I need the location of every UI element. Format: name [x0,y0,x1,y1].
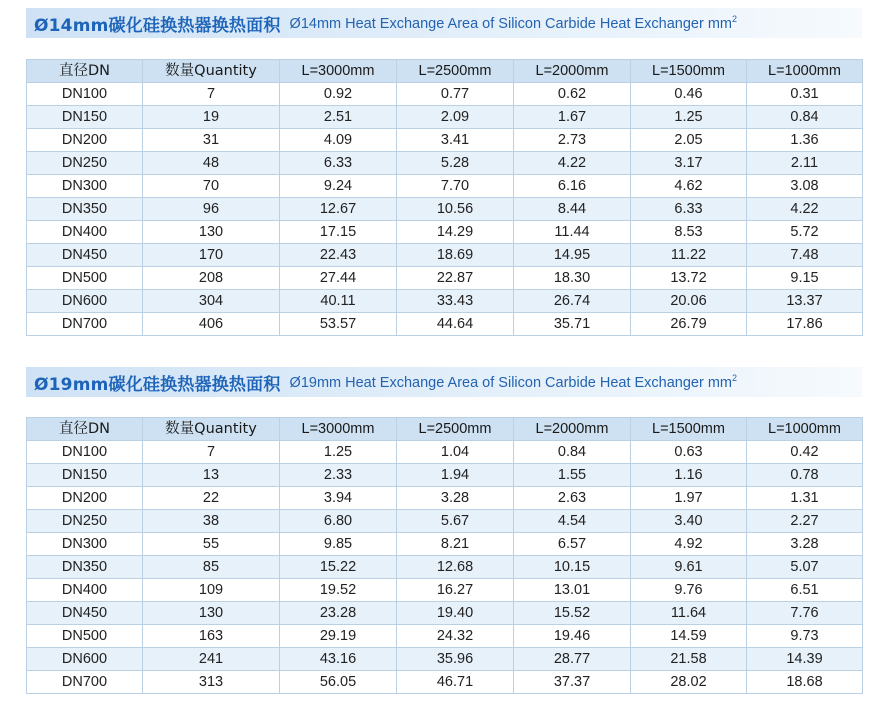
table-cell: 1.16 [631,464,747,487]
table-cell: 1.31 [747,487,863,510]
column-header: 直径DN [27,60,143,83]
table-cell: 7 [143,441,280,464]
table-row [27,671,863,694]
table-header-row [27,60,863,83]
table-cell: DN200 [27,487,143,510]
table-row [27,267,863,290]
title-sup: 2 [732,14,738,24]
table-cell: 70 [143,175,280,198]
table-cell: 2.51 [280,106,397,129]
table-cell: 6.80 [280,510,397,533]
table-cell: 5.07 [747,556,863,579]
table-cell: 28.02 [631,671,747,694]
table-row [27,487,863,510]
table-cell: 13 [143,464,280,487]
column-header: 数量Quantity [143,418,280,441]
table-row [27,83,863,106]
table-body [27,441,863,694]
table-cell: 0.78 [747,464,863,487]
table-cell: DN150 [27,106,143,129]
table-cell: 5.67 [397,510,514,533]
table-row [27,129,863,152]
table-cell: 5.28 [397,152,514,175]
table-cell: 26.74 [514,290,631,313]
column-header: L=1000mm [747,418,863,441]
table-cell: DN150 [27,464,143,487]
title-cn: Ø14mm碳化硅换热器换热面积 [34,15,281,36]
table-cell: 13.37 [747,290,863,313]
table-cell: DN600 [27,290,143,313]
table-cell: 7.70 [397,175,514,198]
table-cell: 208 [143,267,280,290]
table-cell: DN450 [27,244,143,267]
title-en-text: Ø14mm Heat Exchange Area of Silicon Carbide Heat Exchanger mm [289,16,733,32]
title-cn: Ø19mm碳化硅换热器换热面积 [34,374,281,395]
table-cell: 1.25 [280,441,397,464]
table-cell: 43.16 [280,648,397,671]
table-cell: 130 [143,602,280,625]
table-row [27,175,863,198]
table-cell: 3.94 [280,487,397,510]
table-cell: 0.31 [747,83,863,106]
table-cell: 20.06 [631,290,747,313]
table-cell: 15.22 [280,556,397,579]
title-en [290,373,737,391]
table-cell: 4.92 [631,533,747,556]
table-cell: DN400 [27,579,143,602]
table-row [27,556,863,579]
table-cell: 33.43 [397,290,514,313]
table-cell: 14.39 [747,648,863,671]
table-cell: 6.51 [747,579,863,602]
column-header: L=2500mm [397,60,514,83]
table-cell: 46.71 [397,671,514,694]
table-cell: 2.63 [514,487,631,510]
table-cell: 3.17 [631,152,747,175]
table-cell: 9.24 [280,175,397,198]
table-cell: 4.62 [631,175,747,198]
table-row [27,602,863,625]
table-cell: 19 [143,106,280,129]
column-header: L=2500mm [397,418,514,441]
table-cell: 18.30 [514,267,631,290]
table-cell: 24.32 [397,625,514,648]
table-cell: 3.28 [747,533,863,556]
title-en [290,14,737,32]
table-row [27,625,863,648]
table-cell: 2.73 [514,129,631,152]
table-cell: 35.71 [514,313,631,336]
table-body [27,83,863,336]
table-cell: 48 [143,152,280,175]
table-cell: DN350 [27,556,143,579]
table-cell: 19.52 [280,579,397,602]
table-cell: 1.55 [514,464,631,487]
table-cell: 1.04 [397,441,514,464]
table-cell: 6.57 [514,533,631,556]
table-cell: 11.22 [631,244,747,267]
table-cell: 13.72 [631,267,747,290]
table-cell: 26.79 [631,313,747,336]
title-en-text: Ø19mm Heat Exchange Area of Silicon Carbide Heat Exchanger mm [289,375,733,391]
table-cell: 109 [143,579,280,602]
table-cell: 7.48 [747,244,863,267]
column-header: 数量Quantity [143,60,280,83]
table-cell: 37.37 [514,671,631,694]
table-cell: 35.96 [397,648,514,671]
table-cell: 2.05 [631,129,747,152]
table-cell: 0.84 [514,441,631,464]
table-row [27,579,863,602]
table-row [27,464,863,487]
table-cell: 9.73 [747,625,863,648]
table-row [27,313,863,336]
table-cell: 2.33 [280,464,397,487]
table-cell: 21.58 [631,648,747,671]
table-cell: DN500 [27,625,143,648]
table-row [27,648,863,671]
table-cell: 22.87 [397,267,514,290]
table-cell: 0.84 [747,106,863,129]
table-cell: 10.15 [514,556,631,579]
table-cell: DN700 [27,313,143,336]
table-cell: 304 [143,290,280,313]
table-cell: 17.86 [747,313,863,336]
table-cell: 8.53 [631,221,747,244]
table-cell: 14.59 [631,625,747,648]
table-cell: 0.63 [631,441,747,464]
column-header: L=3000mm [280,418,397,441]
table-cell: 38 [143,510,280,533]
title-sup: 2 [732,373,738,383]
table-cell: 4.54 [514,510,631,533]
table-cell: 2.11 [747,152,863,175]
table-cell: 14.95 [514,244,631,267]
table-cell: 28.77 [514,648,631,671]
table-cell: 16.27 [397,579,514,602]
table-cell: 12.68 [397,556,514,579]
table-cell: 29.19 [280,625,397,648]
column-header: 直径DN [27,418,143,441]
column-header: L=2000mm [514,418,631,441]
table-cell: 8.21 [397,533,514,556]
table-cell: 1.36 [747,129,863,152]
table-cell: 19.40 [397,602,514,625]
table-cell: 7.76 [747,602,863,625]
table-cell: 0.42 [747,441,863,464]
table-cell: 163 [143,625,280,648]
table-cell: 14.29 [397,221,514,244]
table-cell: DN100 [27,441,143,464]
table-cell: 130 [143,221,280,244]
table-cell: 13.01 [514,579,631,602]
table-cell: 9.76 [631,579,747,602]
table-cell: 18.68 [747,671,863,694]
table-cell: DN300 [27,175,143,198]
table-cell: DN250 [27,152,143,175]
table-cell: DN100 [27,83,143,106]
table-cell: 11.64 [631,602,747,625]
table-cell: 23.28 [280,602,397,625]
table-cell: 10.56 [397,198,514,221]
table-cell: 18.69 [397,244,514,267]
table-cell: DN350 [27,198,143,221]
table-cell: DN500 [27,267,143,290]
table-row [27,533,863,556]
table-cell: DN450 [27,602,143,625]
table-cell: DN250 [27,510,143,533]
table-cell: 96 [143,198,280,221]
table-row [27,106,863,129]
table-cell: 40.11 [280,290,397,313]
table-cell: 5.72 [747,221,863,244]
column-header: L=1500mm [631,60,747,83]
table-cell: 1.25 [631,106,747,129]
table-cell: 241 [143,648,280,671]
table-cell: DN700 [27,671,143,694]
table-cell: 2.27 [747,510,863,533]
table-cell: DN400 [27,221,143,244]
table-cell: 0.77 [397,83,514,106]
table-row [27,244,863,267]
table-cell: 0.92 [280,83,397,106]
section-title-14mm [26,8,862,38]
table-row [27,221,863,244]
table-cell: 1.67 [514,106,631,129]
table-cell: 9.61 [631,556,747,579]
table-cell: 8.44 [514,198,631,221]
table-cell: 55 [143,533,280,556]
table-cell: 3.41 [397,129,514,152]
area-table-19mm [26,417,863,694]
table-cell: 27.44 [280,267,397,290]
table-cell: 12.67 [280,198,397,221]
table-cell: 2.09 [397,106,514,129]
table-row [27,152,863,175]
table-cell: 22.43 [280,244,397,267]
table-cell: 4.09 [280,129,397,152]
table-cell: 44.64 [397,313,514,336]
section-title-19mm [26,367,862,397]
table-cell: 0.46 [631,83,747,106]
table-cell: 19.46 [514,625,631,648]
table-cell: 3.40 [631,510,747,533]
table-cell: 17.15 [280,221,397,244]
table-cell: DN600 [27,648,143,671]
table-cell: 1.97 [631,487,747,510]
table-row [27,198,863,221]
table-header-row [27,418,863,441]
table-cell: 22 [143,487,280,510]
table-cell: 9.85 [280,533,397,556]
table-cell: 15.52 [514,602,631,625]
table-cell: 406 [143,313,280,336]
table-cell: 3.08 [747,175,863,198]
table-cell: 85 [143,556,280,579]
table-cell: DN200 [27,129,143,152]
table-cell: 4.22 [514,152,631,175]
table-cell: 4.22 [747,198,863,221]
table-cell: 3.28 [397,487,514,510]
table-cell: 9.15 [747,267,863,290]
column-header: L=3000mm [280,60,397,83]
table-cell: DN300 [27,533,143,556]
table-cell: 6.33 [280,152,397,175]
table-cell: 56.05 [280,671,397,694]
table-cell: 6.16 [514,175,631,198]
table-cell: 11.44 [514,221,631,244]
table-cell: 31 [143,129,280,152]
table-row [27,290,863,313]
column-header: L=1500mm [631,418,747,441]
table-row [27,441,863,464]
table-cell: 313 [143,671,280,694]
table-row [27,510,863,533]
table-cell: 6.33 [631,198,747,221]
table-cell: 53.57 [280,313,397,336]
area-table-14mm [26,59,863,336]
table-cell: 1.94 [397,464,514,487]
table-cell: 7 [143,83,280,106]
table-cell: 170 [143,244,280,267]
column-header: L=2000mm [514,60,631,83]
column-header: L=1000mm [747,60,863,83]
table-cell: 0.62 [514,83,631,106]
